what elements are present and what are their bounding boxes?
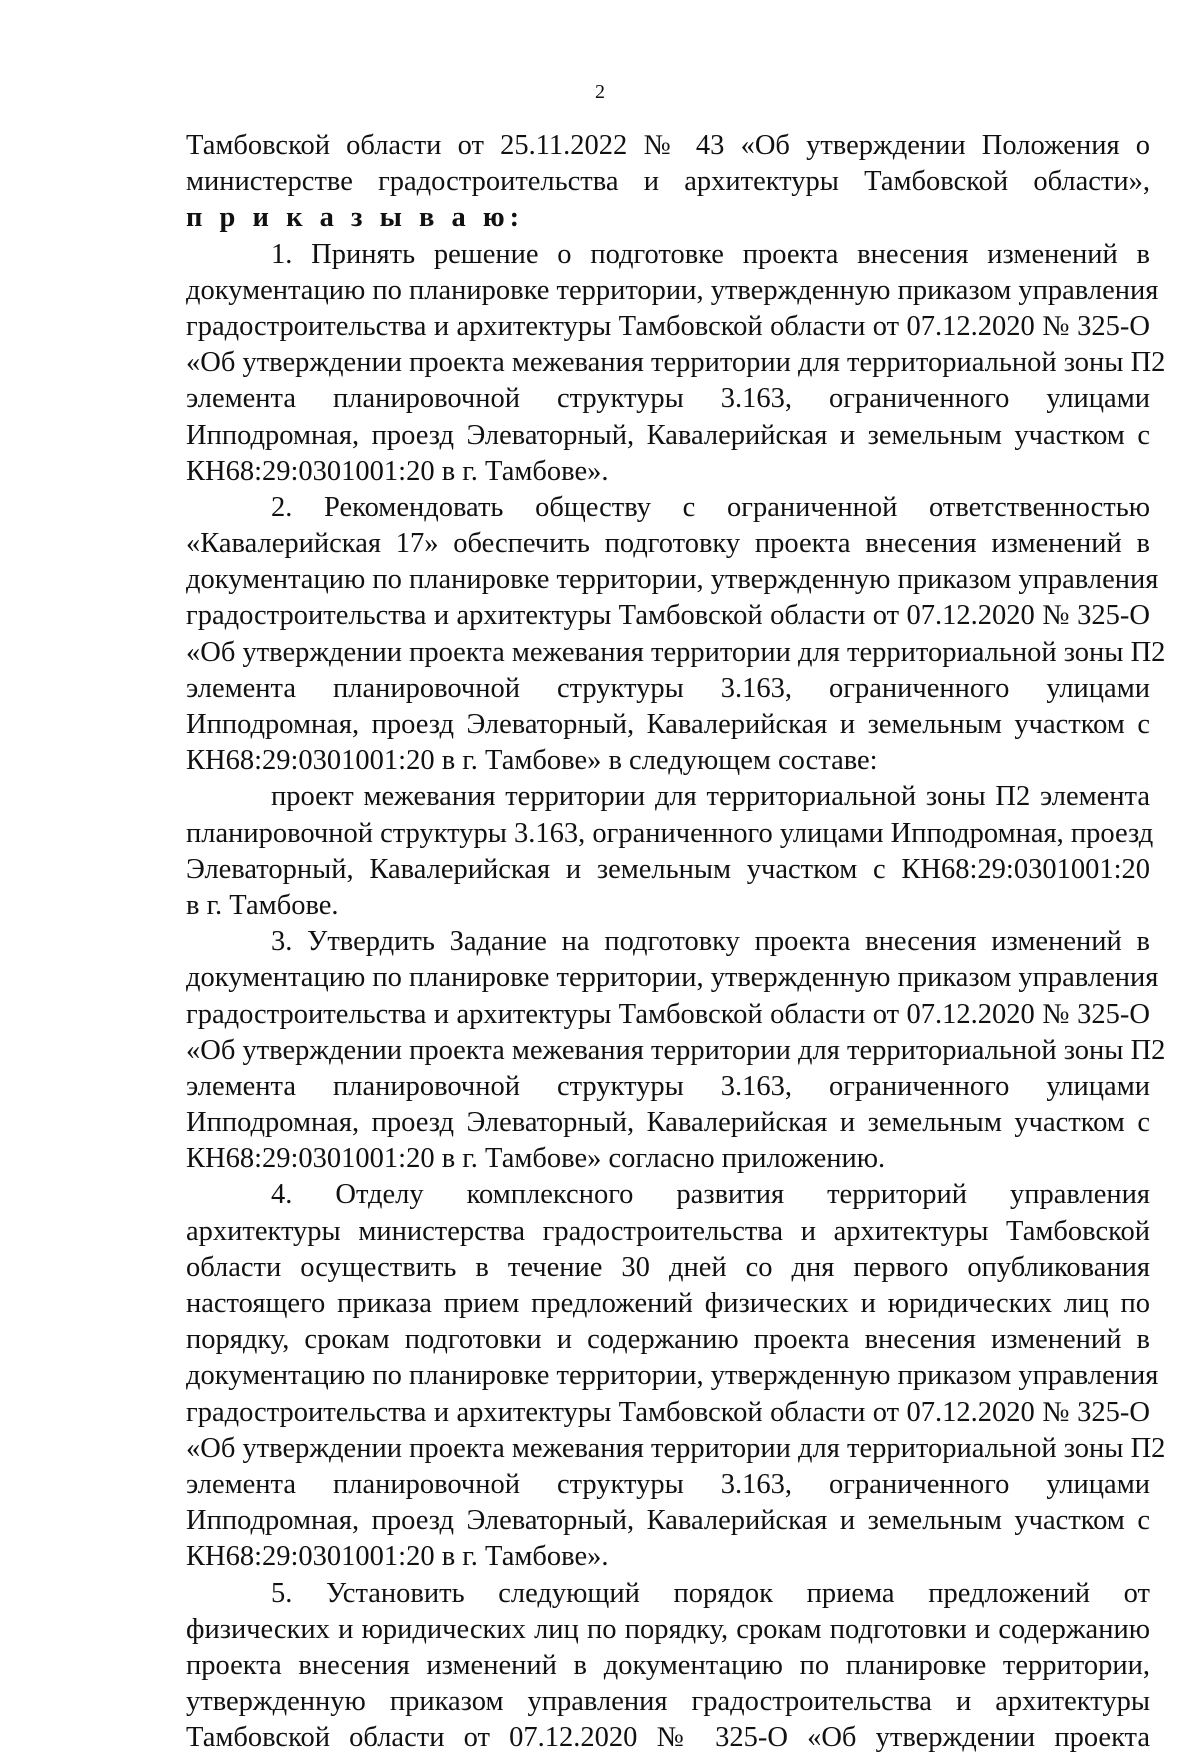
text-line: физических и юридических лиц по порядку, срокам подготовки и содержанию bbox=[186, 1612, 1150, 1648]
text-line: документацию по планировке территории, утвержденную приказом управления bbox=[186, 960, 1150, 996]
text-line: архитектуры министерства градостроительства и архитектуры Тамбовской bbox=[186, 1214, 1150, 1250]
text-line: 3. Утвердить Задание на подготовку проекта внесения изменений в bbox=[186, 924, 1150, 960]
text-line: министерстве градостроительства и архитектуры Тамбовской области», bbox=[186, 164, 1150, 200]
document-body bbox=[186, 128, 1150, 1756]
text-line: проекта внесения изменений в документацию по планировке территории, bbox=[186, 1648, 1150, 1684]
text-line: «Об утверждении проекта межевания территории для территориальной зоны П2 bbox=[186, 1431, 1150, 1467]
paragraph-composition bbox=[186, 779, 1150, 924]
text-line: Элеваторный, Кавалерийская и земельным участком с КН68:29:0301001:20 bbox=[186, 852, 1150, 888]
text-line: КН68:29:0301001:20 в г. Тамбове» в следующем составе: bbox=[186, 743, 1150, 779]
text-line: элемента планировочной структуры 3.163, ограниченного улицами bbox=[186, 671, 1150, 707]
text-line: Ипподромная, проезд Элеваторный, Кавалерийская и земельным участком с bbox=[186, 1105, 1150, 1141]
text-line: Ипподромная, проезд Элеваторный, Кавалерийская и земельным участком с bbox=[186, 707, 1150, 743]
text-line: утвержденную приказом управления градостроительства и архитектуры bbox=[186, 1684, 1150, 1720]
text-line: градостроительства и архитектуры Тамбовской области от 07.12.2020 № 325-О bbox=[186, 997, 1150, 1033]
text-line: Тамбовской области от 25.11.2022 № 43 «Об утверждении Положения о bbox=[186, 128, 1150, 164]
text-line: области осуществить в течение 30 дней со дня первого опубликования bbox=[186, 1250, 1150, 1286]
paragraph-item-3 bbox=[186, 924, 1150, 1177]
text-line: «Кавалерийская 17» обеспечить подготовку проекта внесения изменений в bbox=[186, 526, 1150, 562]
text-line: градостроительства и архитектуры Тамбовской области от 07.12.2020 № 325-О bbox=[186, 1395, 1150, 1431]
text-line: документацию по планировке территории, утвержденную приказом управления bbox=[186, 273, 1150, 309]
paragraph-item-4 bbox=[186, 1177, 1150, 1575]
text-line: КН68:29:0301001:20 в г. Тамбове». bbox=[186, 1539, 1150, 1575]
text-line: элемента планировочной структуры 3.163, ограниченного улицами bbox=[186, 381, 1150, 417]
text-line: 1. Принять решение о подготовке проекта внесения изменений в bbox=[186, 237, 1150, 273]
text-line: «Об утверждении проекта межевания территории для территориальной зоны П2 bbox=[186, 635, 1150, 671]
text-line: документацию по планировке территории, утвержденную приказом управления bbox=[186, 562, 1150, 598]
text-line: КН68:29:0301001:20 в г. Тамбове». bbox=[186, 454, 1150, 490]
text-line: элемента планировочной структуры 3.163, ограниченного улицами bbox=[186, 1467, 1150, 1503]
text-line: градостроительства и архитектуры Тамбовской области от 07.12.2020 № 325-О bbox=[186, 309, 1150, 345]
text-line: 4. Отделу комплексного развития территорий управления bbox=[186, 1177, 1150, 1213]
text-line: Ипподромная, проезд Элеваторный, Кавалерийская и земельным участком с bbox=[186, 1503, 1150, 1539]
text-line: планировочной структуры 3.163, ограниченного улицами Ипподромная, проезд bbox=[186, 816, 1150, 852]
text-line: элемента планировочной структуры 3.163, ограниченного улицами bbox=[186, 1069, 1150, 1105]
text-line: «Об утверждении проекта межевания территории для территориальной зоны П2 bbox=[186, 345, 1150, 381]
paragraph-item-5 bbox=[186, 1576, 1150, 1756]
text-line: «Об утверждении проекта межевания территории для территориальной зоны П2 bbox=[186, 1033, 1150, 1069]
page-number: 2 bbox=[0, 80, 1200, 104]
text-line: 5. Установить следующий порядок приема предложений от bbox=[186, 1576, 1150, 1612]
paragraph-item-1 bbox=[186, 237, 1150, 490]
text-line: порядку, срокам подготовки и содержанию проекта внесения изменений в bbox=[186, 1322, 1150, 1358]
paragraph-item-2 bbox=[186, 490, 1150, 780]
text-line: 2. Рекомендовать обществу с ограниченной ответственностью bbox=[186, 490, 1150, 526]
text-line: градостроительства и архитектуры Тамбовской области от 07.12.2020 № 325-О bbox=[186, 598, 1150, 634]
text-line: настоящего приказа прием предложений физических и юридических лиц по bbox=[186, 1286, 1150, 1322]
text-line: КН68:29:0301001:20 в г. Тамбове» согласно приложению. bbox=[186, 1141, 1150, 1177]
text-line: Ипподромная, проезд Элеваторный, Кавалерийская и земельным участком с bbox=[186, 418, 1150, 454]
text-line: в г. Тамбове. bbox=[186, 888, 1150, 924]
text-line: документацию по планировке территории, утвержденную приказом управления bbox=[186, 1358, 1150, 1394]
text-line: проект межевания территории для территориальной зоны П2 элемента bbox=[186, 779, 1150, 815]
text-line: Тамбовской области от 07.12.2020 № 325-О «Об утверждении проекта bbox=[186, 1720, 1150, 1756]
order-word: п р и к а з ы в а ю: bbox=[186, 200, 1150, 236]
